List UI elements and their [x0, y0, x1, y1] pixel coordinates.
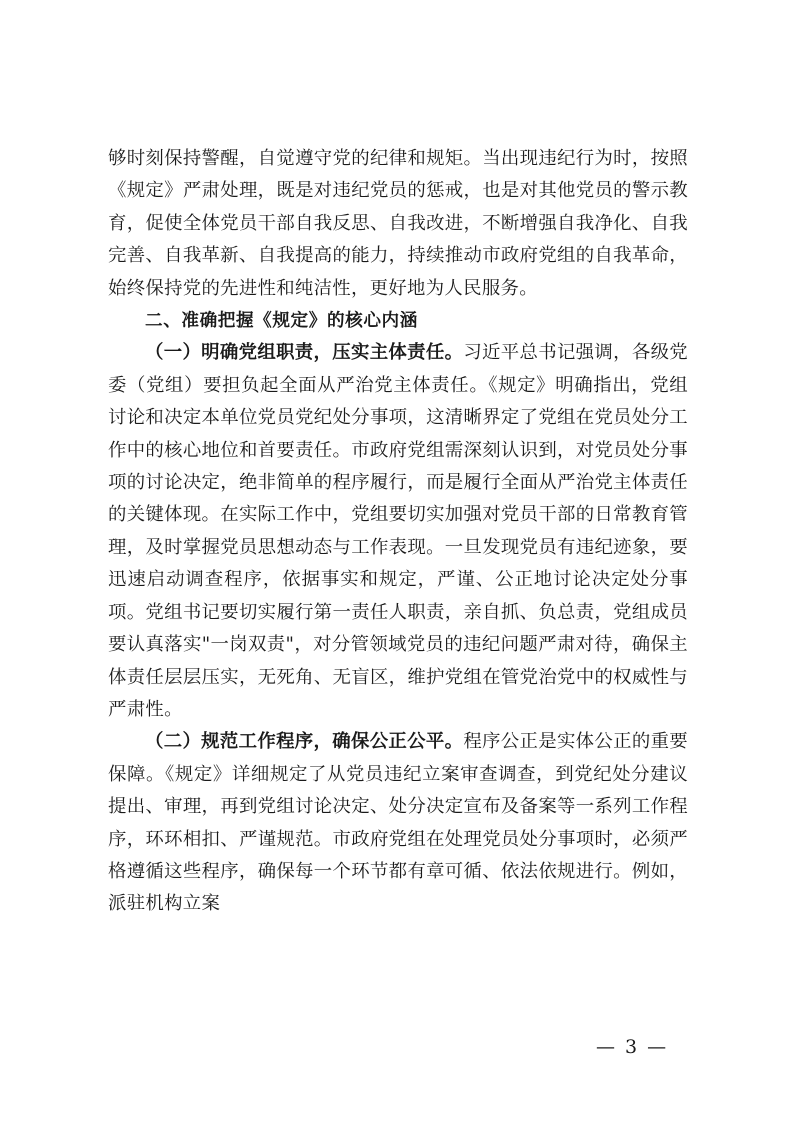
document-body	[108, 143, 688, 921]
page-number: — 3 —	[596, 1036, 669, 1058]
paragraph-procedure	[108, 726, 688, 920]
paragraph-duty	[108, 337, 688, 726]
paragraph-text-procedure: 程序公正是实体公正的重要保障。《规定》详细规定了从党员违纪立案审查调查，到党纪处分建议提出、审理，再到党组讨论决定、处分决定宣布及备案等一系列工作程序，环环相扣、严谨规范。市政府党组在处理党员处分事项时，必须严格遵循这些程序，确保每一个环节都有章可循、依法依规进行。例如，派驻机构立案	[108, 731, 688, 915]
paragraph-lead-procedure: （二）规范工作程序，确保公正公平。	[145, 731, 464, 753]
section-heading: 二、准确把握《规定》的核心内涵	[145, 311, 418, 332]
paragraph-lead-duty: （一）明确党组职责，压实主体责任。	[145, 342, 464, 364]
paragraph-continuation: 够时刻保持警醒，自觉遵守党的纪律和规矩。当出现违纪行为时，按照《规定》严肃处理，既是对违纪党员的惩戒，也是对其他党员的警示教育，促使全体党员干部自我反思、自我改进，不断增强自我净化、自我完善、自我革新、自我提高的能力，持续推动市政府党组的自我革命，始终保持党的先进性和纯洁性，更好地为人民服务。	[108, 148, 688, 299]
paragraph-text-duty: 习近平总书记强调，各级党委（党组）要担负起全面从严治党主体责任。《规定》明确指出，党组讨论和决定本单位党员党纪处分事项，这清晰界定了党组在党员处分工作中的核心地位和首要责任。市政府党组需深刻认识到，对党员处分事项的讨论决定，绝非简单的程序履行，而是履行全面从严治党主体责任的关键体现。在实际工作中，党组要切实加强对党员干部的日常教育管理，及时掌握党员思想动态与工作表现。一旦发现党员有违纪迹象，要迅速启动调查程序，依据事实和规定，严谨、公正地讨论决定处分事项。党组书记要切实履行第一责任人职责，亲自抓、负总责，党组成员要认真落实"一岗双责"，对分管领域党员的违纪问题严肃对待，确保主体责任层层压实，无死角、无盲区，维护党组在管党治党中的权威性与严肃性。	[108, 342, 688, 720]
